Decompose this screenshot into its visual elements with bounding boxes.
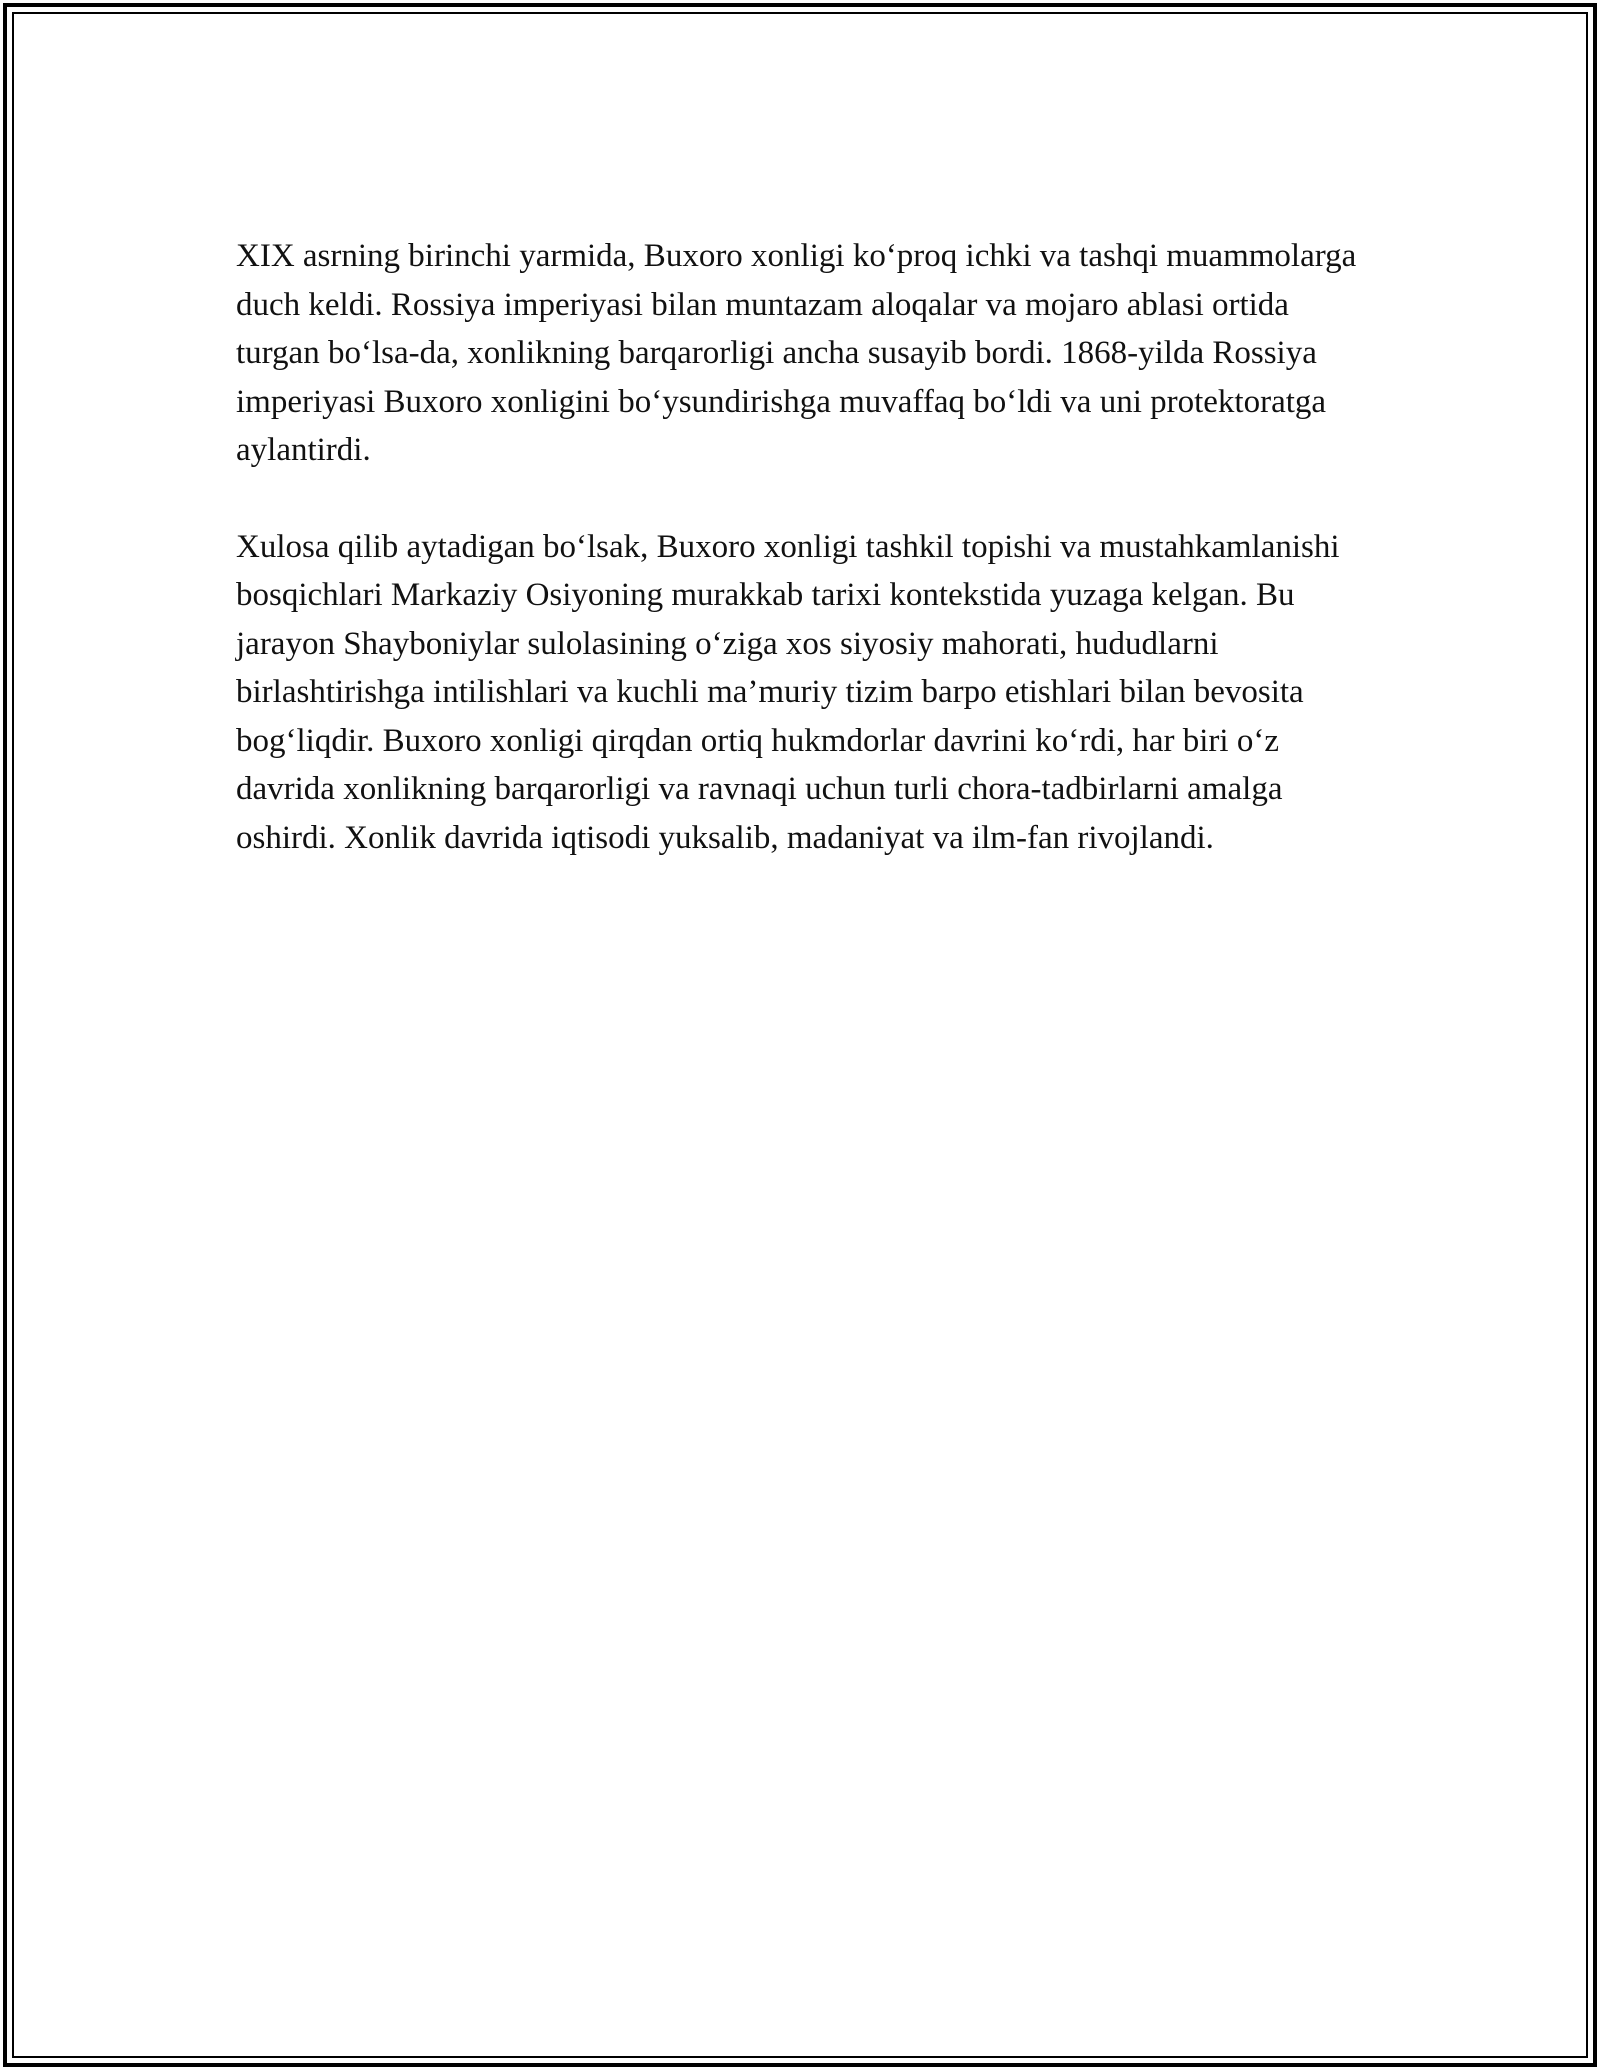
document-body	[236, 232, 1366, 862]
paragraph-1: XIX asrning birinchi yarmida, Buxoro xonligi ko‘proq ichki va tashqi muammolarga duch keldi. Rossiya imperiyasi bilan muntazam aloqalar va mojaro ablasi ortida turgan bo‘lsa-da, xonlikning barqarorligi ancha susayib bordi. 1868-yilda Rossiya imperiyasi Buxoro xonligini bo‘ysundirishga muvaffaq bo‘ldi va uni protektoratga aylantirdi.	[236, 238, 1357, 468]
paragraph-2: Xulosa qilib aytadigan bo‘lsak, Buxoro xonligi tashkil topishi va mustahkamlanishi bosqichlari Markaziy Osiyoning murakkab tarixi kontekstida yuzaga kelgan. Bu jarayon Shayboniylar sulolasining o‘ziga xos siyosiy mahorati, hududlarni birlashtirishga intilishlari va kuchli ma’muriy tizim barpo etishlari bilan bevosita bog‘liqdir. Buxoro xonligi qirqdan ortiq hukmdorlar davrini ko‘rdi, har biri o‘z davrida xonlikning barqarorligi va ravnaqi uchun turli chora-tadbirlarni amalga oshirdi. Xonlik davrida iqtisodi yuksalib, madaniyat va ilm-fan rivojlandi.	[236, 528, 1340, 856]
